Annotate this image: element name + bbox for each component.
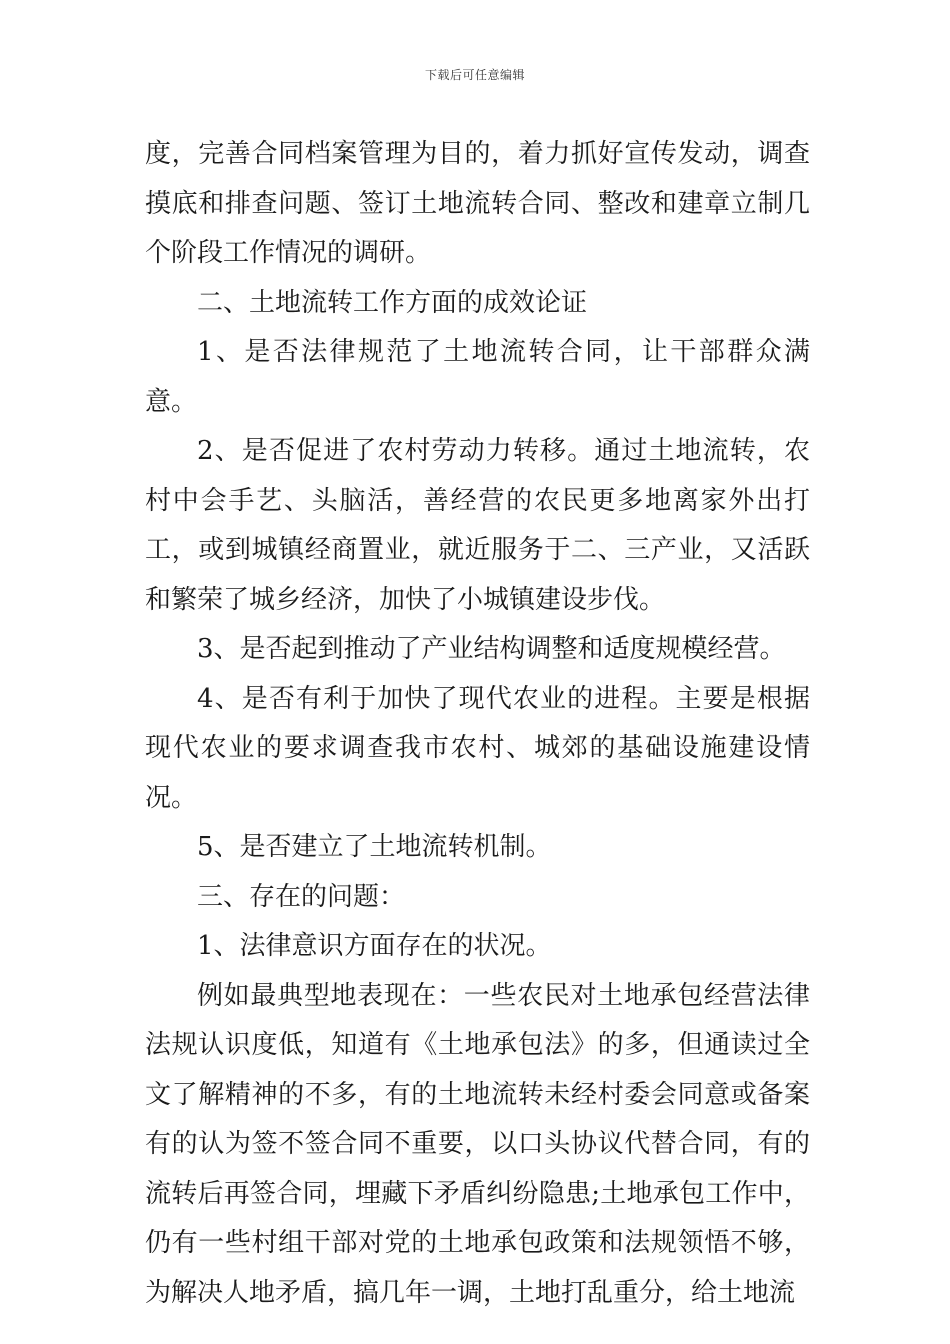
paragraph-continuation: 度，完善合同档案管理为目的，着力抓好宣传发动，调查摸底和排查问题、签订土地流转合同、整改和建章立制几个阶段工作情况的调研。	[145, 139, 810, 268]
paragraph-example: 例如最典型地表现在：一些农民对土地承包经营法律法规认识度低，知道有《土地承包法》的多，但通读过全文了解精神的不多，有的土地流转未经村委会同意或备案有的认为签不签合同不重要，以口头协议代替合同，有的流转后再签合同，埋藏下矛盾纠纷隐患;土地承包工作中，仍有一些村组干部对党的土地承包政策和法规领悟不够，为解决人地矛盾，搞几年一调，土地打乱重分，给土地流	[145, 980, 810, 1308]
list-item-3: 3、是否起到推动了产业结构调整和适度规模经营。	[197, 634, 786, 664]
section-heading-2: 二、土地流转工作方面的成效论证	[197, 287, 588, 318]
page-header: 下载后可任意编辑	[424, 68, 525, 82]
list-item-2: 2、是否促进了农村劳动力转移。通过土地流转，农村中会手艺、头脑活，善经营的农民更多地离家外出打工，或到城镇经商置业，就近服务于二、三产业，又活跃和繁荣了城乡经济，加快了小城镇建设步伐。	[145, 436, 810, 615]
problem-item-1: 1、法律意识方面存在的状况。	[197, 931, 552, 961]
section-heading-3: 三、存在的问题：	[197, 881, 406, 912]
list-item-1: 1、是否法律规范了土地流转合同，让干部群众满意。	[145, 337, 810, 417]
document-body	[145, 130, 810, 1318]
list-item-5: 5、是否建立了土地流转机制。	[197, 832, 552, 862]
list-item-4: 4、是否有利于加快了现代农业的进程。主要是根据现代农业的要求调查我市农村、城郊的基础设施建设情况。	[145, 683, 810, 813]
